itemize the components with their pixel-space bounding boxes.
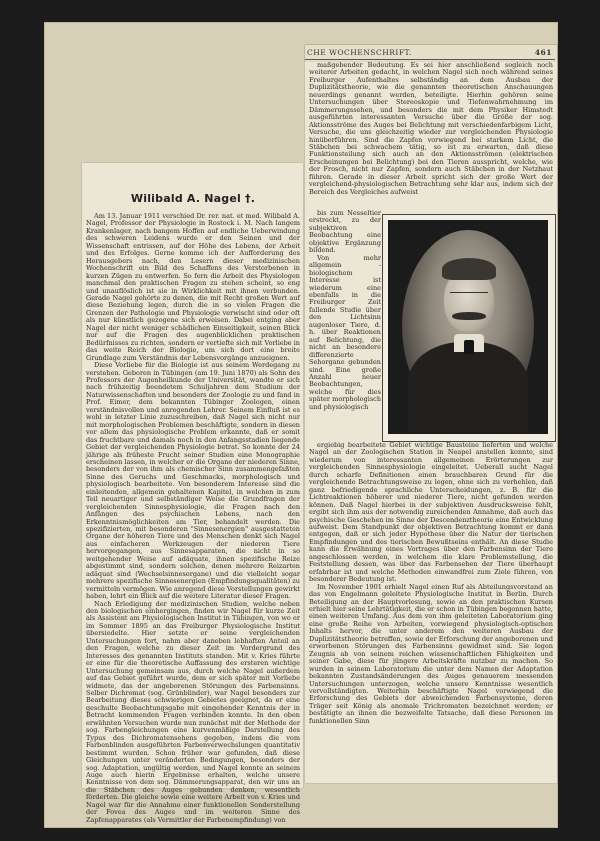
paragraph: bis zum Nesseltier erstreckt, zu der subjektiven Beobachtung eine objektive Ergänzung bildend. [309,209,381,255]
column-right-top [309,62,553,210]
paragraph: Nach Erledigung der medizinischen Studien, welche neben den biologischen einhergingen, finden wir Nagel für kurze Zeit als Assistent am Physiologischen Institut in Tübingen, von wo er im Sommer 1895 an das Freiburger Physiologische Institut übersiedelte. Hier setzte er seine vergleichenden Untersuchungen fort, nahm aber daneben lebhaften Anteil an den Fragen, welche zu dieser Zeit im Vordergrund des Interesses des genannten Instituts standen. Mit v. Kries führte er eine für die theoretische Auffassung des ersteren wichtige Untersuchung gemeinsam aus, durch welche Nagel außerdem auf das Gebiet geführt wurde, dem er sich später mit Vorliebe widmete, das der angeborenen Störungen des Farbensinns. Selber Dichromat (sog. Grünblinder), war Nagel besonders zur Bearbeitung dieses schwierigen Gebietes geeignet, da er eine geschulte Beobachtungsgabe mit eingehender Kenntnis der in Betracht kommenden Fragen verbinden konnte. In den oben erwähnten Versuchen wurde nun zunächst mit der Methode der sog. Farbengleichungen eine kurvenmäßige Darstellung des Typus des Dichromatensehens gegeben, indem die vom Farbenblinden ausgeführten Farbenverwechslungen quantitativ bestimmt wurden. Schon früher war gefunden, daß diese Gleichungen unter veränderten Bedingungen, besonders der sog. Adaptation, ungültig werden, und Nagel konnte an seinem Auge auch hierin Ergebnisse erhalten, welche unsere Kenntnisse von dem sog. Dämmerungsapparat, den wir uns an die Stäbchen des Auges gebunden denken, wesentlich förderten. Die gleiche sowie eine weitere Arbeit von v. Kries und Nagel war für die Annahme einer funktionellen Sonderstellung der Fovea des Auges und im weiteren Sinne des Zapfenapparates (als Vermittler der Farbenempfindung) von [86,599,300,824]
paragraph: ergiebig bearbeitete Gebiet wichtige Bausteine lieferten und welche Nagel an der Zoologischen Station in Neapel anstellen konnte, sind wiederum von interessanten allgemeinen Erörterungen zur vergleichenden Sinnesphysiologie eingeleitet. Ueberall sucht Nagel durch scharfe Definitionen einen brauchbaren Grund für die vergleichende Betrachtungsweise zu legen, ohne sich zu verhehlen, daß ganz befriedigende sprachliche Unterscheidungen, z. B. für die Lichtreaktionen höherer und niederer Tiere, nicht gefunden werden können. Daß Nagel hierbei in der subjektiven Ausdrucksweise fehlt, ergibt sich ihm aus der notwendig zureichenden Annahme, daß auch das psychische Geschehen im Sinne der Descendenztheorie eine Entwicklung aufweist. Dem Standpunkt der objektiven Betrachtung kommt er dann entgegen, daß er sich jeder Hypothese über die Natur der tierischen Empfindungen und des tierischen Bewußtseins enthält. An diese Studie kann die Erwähnung eines Vortrages über den Farbensinn der Tiere angeschlossen werden, in welchem die klare Problemstellung, die Feststellung dessen, was über das Farbensehen der Tiere überhaupt erfahrbar ist und welche Methoden einwandfrei zum Ziele führen, von besonderer Bedeutung ist. [309,441,553,584]
column-right-bottom [309,442,553,780]
article-title: Wilibald A. Nagel †. [130,192,256,205]
paragraph: Diese Vorliebe für die Biologie ist aus seinem Werdegang zu verstehen. Geboren in Tübingen (am 19. Juni 1870) als Sohn des Professors der Augenheilkunde der Universität, wandte er sich nach frühzeitig beendetem Schuljahren dem Studium der Naturwissenschaften und besonders der Zoologie zu und fand in Prof. Eimer, dem bekannten Tübinger Zoologen, einen verständnisvollen und anregenden Lehrer. Seinem Einfluß ist es wohl in letzter Linie zuzuschreiben, daß Nagel sich nicht nur mit morphologischen Problemen beschäftigte, sondern in diesen vor allem das physiologische Problem erkannte, daß er somit das fruchtbare und damals noch in den Anfangsstadien liegende Gebiet der vergleichenden Physiologie betrat. So konnte der 24 jährige als früheste Frucht seiner Studien eine Monographie erscheinen lassen, in welcher er die Organe der niederen Sinne, besonders der von ihm als chemischer Sinn zusammengefaßten Sinne des Geruchs und Geschmacks, morphologisch und physiologisch bearbeitete. Von besonderem Interesse sind die einleitenden, allgemein gehaltenen Kapitel, in welchen in zum Teil neuartiger und selbständiger Weise die Grundfragen der vergleichenden Sinnesphysiologie, die Fragen nach den Anfängen des psychischen Lebens, nach den Erkenntnismöglichkeiten am Tier, behandelt werden. Die spezifizierten, mit besonderen "Sinnesenergien" ausgestatteten Organe der höheren Tiere und des Menschen denkt sich Nagel aus einfacheren Werkzeugen der niederen Tiere hervorgegangen, aus Sinnesapparaten, die nicht in so weitgehender Weise auf adäquate, ihnen spezifische Reize abgestimmt sind, sondern solchen, denen mehrere Reizarten adäquat sind (Wechselsinnesorgane) und die vielleicht sogar mehrere spezifische Sinnesenergien (Empfindungsqualitäten) zu vermitteln vermögen. Wie anregend diese Vorstellungen gewirkt haben, lehrt ein Blick auf die weitere Literatur dieser Fragen. [86,361,300,601]
paragraph: Am 13. Januar 1911 verschied Dr. rer. nat. et med. Wilibald A. Nagel, Professor der Physiologie in Rostock i. M. Nach langem Krankenlager, nach bangem Hoffen auf endliche Ueberwindung des schweren Leidens wurde er den Seinen und der Wissenschaft entrissen, auf der Höhe des Lebens, der Arbeit und des Erfolges. Gerne komme ich der Aufforderung des Herausgebers nach, den Lesern dieser medizinischen Wochenschrift ein Bild des Schaffens des Verstorbenen in kurzen Zügen zu entwerfen. So fern die Arbeit des Physiologen manchmal den praktischen Fragen zu stehen scheint, so eng und unauflöslich ist sie in Wirklichkeit mit ihnen verbunden. Gerade Nagel gehörte zu denen, die mit Recht großen Wert auf diese Beziehung legen, durch die in so vielen Fragen die Grenzen der Pathologie und Physiologie verwischt sind oder oft als nur künstlich gezogene sich erweisen. Dabei entging aber Nagel der nicht weniger schädlichen Einseitigkeit, seinen Blick nur auf die Fragen des augenblicklichen praktischen Bedürfnisses zu richten, sondern er vertiefte sich mit Vorliebe in das weite Reich der Biologie, um sich dort eine breite Grundlage zum Verständnis der Lebensvorgänge anzueignen. [86,212,300,362]
paragraph: maßgebender Bedeutung. Es sei hier anschließend sogleich noch weiterer Arbeiten gedacht, in welchen Nagel sich noch während seines Freiburger Aufenthaltes selbständig an dem Ausbau der Duplizitätstheorie, wie die genannten theoretischen Anschauungen neuerdings genannt werden, beteiligte. Hierhin gehören seine Untersuchungen über Stereoskopie und Tiefenwahrnehmung im Dämmerungssehen, und besonders die mit dem Physiker Himstedt ausgeführten interessanten Versuche über die Größe der sog. Aktionsströme des Auges bei Belichtung mit verschiedenfarbigem Licht, Versuche, die uns gleichzeitig wieder zur vergleichenden Physiologie hinüberführen. Sind die Zapfen vorwiegend bei starkem Licht, die Stäbchen bei schwachem tätig, so ist zu erwarten, daß diese Funktionsteilung sich auch an den Aktionsströmen (elektrischen Erscheinungen bei Belichtung) bei den Tieren ausspricht, welche, wie der Frosch, nicht nur Zapfen, sondern auch Stäbchen in der Netzhaut führen. Gerade in dieser Arbeit spricht sich der große Wert der vergleichend-physiologischen Betrachtung sehr klar aus, indem sich der Bereich des Vergleiches aufweist [309,61,553,196]
portrait-oval [402,230,534,422]
portrait-photograph-icon [388,220,548,434]
portrait-frame [382,214,556,442]
paragraph: Im November 1901 erhielt Nagel einen Ruf als Abteilungsvorstand an das von Engelmann geleitete Physiologische Institut in Berlin. Durch Beteiligung an der Hauptvorlesung, sowie an den praktischen Kursen erhielt hier seine Lehrtätigkeit, die er schon in Tübingen begonnen hatte, einen weiteren Umfang. Aus dem von ihm geleiteten Laboratorium ging eine große Reihe von Arbeiten, vorwiegend physiologisch-optischen Inhalts hervor, die unter anderem den weiteren Ausbau der Duplizitätstheorie betreffen, sowie der Erforschung der angeborenen und erworbenen Störungen des Farbensinns gewidmet sind. Sie legen Zeugnis ab von seinem reichen wissenschaftlichen Fähigkeiten und seiner Gabe, diese für jüngere Arbeitskräfte nutzbar zu machen. So wurden in seinem Laboratorium die unter dem Namen der Adaptation bekannten Zustandsänderungen des Auges genauerem messenden Untersuchungen unterzogen, welche unsere Kenntnisse wesentlich vervollständigten. Weiterhin beschäftigte Nagel vorwiegend die Erforschung des Gebiets der abweichenden Farbensysteme, deren Träger seit König als anomale Trichromaten bezeichnet werden; er bestätigte an ihnen die bezweifelte Tatsache, daß diese Personen im funktionellen Sinn [309,582,553,725]
paragraph: Von mehr allgemein - biologischem Interesse ist wiederum eine ebenfalls in die Freiburger Zeit fallende Studie über den Lichtsinn augenloser Tiere, d. h. über Reaktionen auf Belichtung, die nicht an besondere differenzierte Sehorgane gebunden sind. Eine große Anzahl neuer Beobachtungen, welche für dies später morphologisch und physiologisch [309,253,381,411]
column-right-side [309,210,381,442]
page-number: 461 [534,48,552,57]
column-left [86,212,300,824]
header-title: CHE WOCHENSCHRIFT. [307,48,412,57]
header-rule [305,59,555,60]
